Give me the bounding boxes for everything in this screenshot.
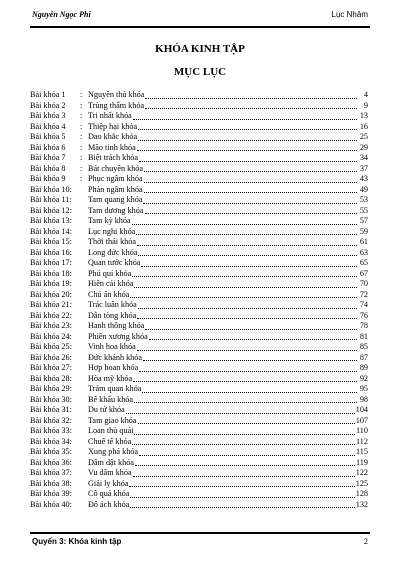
toc-entry-title: Hanh thông khóa (88, 321, 145, 330)
toc-leader-dots (139, 370, 357, 372)
toc-entry-number: Bài khóa 23: (30, 321, 72, 330)
toc-entry-page: 70 (359, 279, 368, 288)
toc-entry[interactable] (30, 311, 368, 322)
toc-entry[interactable] (30, 342, 368, 353)
page-number: 2 (364, 537, 368, 546)
toc-entry[interactable] (30, 279, 368, 290)
toc-entry-page: 43 (359, 174, 368, 183)
toc-entry[interactable] (30, 216, 368, 227)
toc-entry-separator: : (80, 132, 83, 141)
page-header (30, 6, 370, 28)
toc-entry[interactable] (30, 405, 368, 416)
toc-leader-dots (137, 317, 357, 319)
toc-entry-number: Bài khóa 19: (30, 279, 72, 288)
toc-entry-number: Bài khóa 35: (30, 447, 72, 456)
toc-entry-title: Thời thái khóa (88, 237, 136, 246)
toc-entry[interactable] (30, 384, 368, 395)
table-of-contents (30, 90, 368, 510)
toc-entry-title: Tam dương khóa (88, 205, 144, 215)
toc-entry-title: Dao khắc khóa (88, 132, 138, 141)
toc-entry-title: Vinh hoa khóa (88, 342, 136, 351)
toc-entry-title: Tam giao khóa (88, 415, 137, 425)
toc-entry[interactable] (30, 290, 368, 301)
page-footer (30, 532, 370, 552)
toc-entry-number: Bài khóa 2 (30, 100, 66, 110)
toc-entry[interactable] (30, 111, 368, 122)
toc-leader-dots (144, 191, 357, 193)
toc-leader-dots (145, 107, 357, 109)
toc-entry-title: Dâm dật khóa (88, 457, 134, 467)
toc-entry-number: Bài khóa 21: (30, 300, 72, 309)
toc-leader-dots (145, 97, 357, 99)
toc-leader-dots (143, 359, 357, 361)
toc-entry-number: Bài khóa 38: (30, 478, 72, 488)
toc-entry-page: 37 (359, 163, 368, 173)
toc-entry-page: 25 (359, 132, 368, 141)
toc-entry-title: Loan thủ quải (88, 426, 134, 435)
toc-leader-dots (130, 506, 354, 508)
toc-entry[interactable] (30, 195, 368, 206)
toc-leader-dots (149, 338, 357, 340)
toc-entry[interactable] (30, 143, 368, 154)
toc-entry-page: 29 (359, 142, 368, 152)
toc-leader-dots (143, 202, 357, 204)
toc-entry-page: 92 (359, 373, 368, 383)
toc-entry-number: Bài khóa 31: (30, 405, 72, 414)
toc-entry-page: 112 (356, 436, 368, 446)
toc-entry-page: 122 (355, 468, 368, 477)
toc-leader-dots (138, 139, 357, 141)
toc-entry-page: 78 (359, 321, 368, 330)
toc-entry[interactable] (30, 90, 368, 101)
toc-entry-page: 63 (359, 247, 368, 257)
toc-entry-page: 89 (359, 363, 368, 372)
toc-entry-number: Bài khóa 20: (30, 289, 72, 299)
toc-entry-title: Hợp hoan khóa (88, 363, 139, 372)
toc-entry[interactable] (30, 174, 368, 185)
toc-leader-dots (138, 128, 357, 130)
toc-entry-number: Bài khóa 14: (30, 226, 72, 236)
toc-entry-number: Bài khóa 25: (30, 342, 72, 351)
toc-entry-number: Bài khóa 13: (30, 216, 72, 225)
toc-leader-dots (134, 286, 357, 288)
toc-entry[interactable] (30, 258, 368, 269)
header-author: Nguyễn Ngọc Phi (32, 10, 91, 19)
toc-entry-page: 13 (359, 111, 368, 120)
toc-entry-separator: : (80, 121, 83, 131)
toc-entry-page: 76 (359, 310, 368, 320)
toc-entry-page: 72 (359, 289, 368, 299)
toc-entry-page: 107 (355, 415, 368, 425)
toc-entry-title: Chú ấn khóa (88, 289, 130, 299)
toc-entry-number: Bài khóa 5 (30, 132, 66, 141)
toc-leader-dots (130, 296, 357, 298)
toc-entry-number: Bài khóa 32: (30, 415, 72, 425)
toc-entry-number: Bài khóa 7 (30, 153, 66, 162)
toc-entry-separator: : (80, 174, 83, 183)
toc-entry-title: Long đức khóa (88, 247, 138, 257)
toc-entry-separator: : (80, 90, 83, 99)
toc-entry-number: Bài khóa 15: (30, 237, 72, 246)
toc-entry-page: 81 (359, 331, 368, 341)
toc-entry-page: 53 (359, 195, 368, 204)
toc-entry[interactable] (30, 332, 368, 343)
toc-entry[interactable] (30, 132, 368, 143)
toc-entry-number: Bài khóa 17: (30, 258, 72, 267)
toc-entry-separator: : (80, 111, 83, 120)
toc-entry-page: 132 (355, 499, 368, 509)
toc-leader-dots (144, 181, 357, 183)
toc-entry-title: Phục ngâm khóa (88, 174, 143, 183)
toc-entry-page: 125 (355, 478, 368, 488)
toc-leader-dots (134, 433, 355, 435)
toc-leader-dots (141, 265, 357, 267)
toc-entry-title: Chuế tế khóa (88, 436, 132, 446)
toc-entry-page: 55 (359, 205, 368, 215)
toc-leader-dots (142, 391, 357, 393)
toc-entry-page: 115 (356, 447, 368, 456)
toc-leader-dots (138, 422, 355, 424)
toc-entry-page: 98 (359, 394, 368, 404)
toc-leader-dots (132, 443, 355, 445)
toc-entry-number: Bài khóa 30: (30, 394, 72, 404)
toc-entry-title: Trùng thẩm khóa (88, 100, 145, 110)
toc-entry-title: Hòa mỹ khóa (88, 373, 133, 383)
toc-entry-page: 110 (356, 426, 368, 435)
toc-entry-page: 16 (359, 121, 368, 131)
toc-entry[interactable] (30, 164, 368, 175)
toc-entry-separator: : (80, 163, 83, 173)
toc-entry-title: Thiệp hại khóa (88, 121, 138, 131)
toc-entry-page: 9 (363, 100, 368, 110)
toc-entry[interactable] (30, 426, 368, 437)
toc-leader-dots (139, 454, 355, 456)
toc-leader-dots (130, 496, 354, 498)
toc-leader-dots (137, 349, 357, 351)
toc-entry-number: Bài khóa 37: (30, 468, 72, 477)
toc-entry-title: Nguyên thủ khóa (88, 90, 145, 99)
toc-entry-number: Bài khóa 39: (30, 489, 72, 498)
toc-entry-title: Quan tước khóa (88, 258, 141, 267)
toc-entry-page: 74 (359, 300, 368, 309)
toc-entry-number: Bài khóa 22: (30, 310, 72, 320)
toc-entry[interactable] (30, 437, 368, 448)
toc-entry-title: Phản ngâm khóa (88, 184, 143, 194)
toc-entry-title: Biệt trách khóa (88, 153, 139, 162)
toc-entry-page: 85 (359, 342, 368, 351)
toc-leader-dots (145, 212, 358, 214)
toc-entry-title: Đức khánh khóa (88, 352, 143, 362)
toc-entry[interactable] (30, 479, 368, 490)
toc-entry-title: Lục nghi khóa (88, 226, 136, 236)
toc-entry-number: Bài khóa 8 (30, 163, 66, 173)
toc-entry-title: Trác luân khóa (88, 300, 137, 309)
toc-leader-dots (135, 464, 355, 466)
toc-entry-separator: : (80, 142, 83, 152)
toc-entry-title: Đô ách khóa (88, 499, 130, 509)
toc-leader-dots (145, 328, 357, 330)
toc-entry-separator: : (80, 153, 83, 162)
toc-leader-dots (133, 475, 355, 477)
toc-leader-dots (138, 254, 357, 256)
toc-entry-title: Hiên cái khóa (88, 279, 134, 288)
toc-entry-page: 49 (359, 184, 368, 194)
toc-entry[interactable] (30, 101, 368, 112)
toc-entry[interactable] (30, 321, 368, 332)
toc-heading: MỤC LỤC (173, 66, 227, 78)
toc-entry-title: Giải ly khóa (88, 478, 129, 488)
toc-entry-page: 34 (359, 153, 368, 162)
toc-entry-page: 95 (359, 384, 368, 393)
toc-entry-separator: : (80, 100, 83, 110)
toc-entry-title: Dẫn tòng khóa (88, 310, 137, 320)
toc-entry[interactable] (30, 300, 368, 311)
toc-entry-page: 61 (359, 237, 368, 246)
toc-entry[interactable] (30, 237, 368, 248)
toc-entry-number: Bài khóa 40: (30, 499, 72, 509)
toc-entry[interactable] (30, 153, 368, 164)
page-title: KHÓA KINH TẬP (155, 43, 245, 55)
toc-entry[interactable] (30, 489, 368, 500)
toc-entry-title: Phiền xương khóa (88, 331, 148, 341)
toc-entry-title: Vu dâm khóa (88, 468, 132, 477)
toc-entry-page: 119 (356, 457, 368, 467)
toc-entry-number: Bài khóa 11: (30, 195, 72, 204)
toc-entry-title: Bế khẩu khóa (88, 394, 134, 404)
toc-leader-dots (144, 170, 357, 172)
footer-volume-title: Quyển 3: Khóa kinh tập (32, 537, 122, 546)
toc-entry-number: Bài khóa 3 (30, 111, 66, 120)
toc-entry-number: Bài khóa 27: (30, 363, 72, 372)
toc-entry-number: Bài khóa 18: (30, 268, 72, 278)
toc-leader-dots (136, 233, 357, 235)
toc-entry-title: Mão tinh khóa (88, 142, 136, 152)
toc-leader-dots (126, 412, 355, 414)
toc-entry-number: Bài khóa 29: (30, 384, 72, 393)
toc-entry-page: 65 (359, 258, 368, 267)
toc-leader-dots (132, 223, 357, 225)
toc-entry-page: 57 (359, 216, 368, 225)
toc-entry-number: Bài khóa 34: (30, 436, 72, 446)
toc-entry-page: 104 (355, 405, 368, 414)
toc-entry-page: 59 (359, 226, 368, 236)
toc-entry-title: Tam kỳ khóa (88, 216, 131, 225)
toc-entry-number: Bài khóa 10: (30, 184, 72, 194)
toc-entry[interactable] (30, 185, 368, 196)
toc-entry-number: Bài khóa 24: (30, 331, 72, 341)
toc-entry-number: Bài khóa 33: (30, 426, 72, 435)
toc-leader-dots (133, 118, 357, 120)
toc-entry-title: Bát chuyên khóa (88, 163, 144, 173)
toc-entry[interactable] (30, 206, 368, 217)
toc-entry-title: Xung phá khóa (88, 447, 139, 456)
toc-entry-title: Tri nhất khóa (88, 111, 132, 120)
toc-entry[interactable] (30, 374, 368, 385)
toc-entry-number: Bài khóa 9 (30, 174, 66, 183)
toc-entry[interactable] (30, 122, 368, 133)
toc-leader-dots (138, 307, 357, 309)
toc-entry-number: Bài khóa 4 (30, 121, 66, 131)
toc-leader-dots (129, 485, 354, 487)
toc-entry-title: Du tử khóa (88, 405, 125, 414)
toc-entry[interactable] (30, 248, 368, 259)
toc-leader-dots (132, 275, 357, 277)
toc-entry-page: 128 (355, 489, 368, 498)
toc-leader-dots (137, 149, 357, 151)
toc-entry[interactable] (30, 395, 368, 406)
toc-entry-page: 87 (359, 352, 368, 362)
toc-entry[interactable] (30, 447, 368, 458)
toc-entry-page: 4 (363, 90, 368, 99)
toc-entry-number: Bài khóa 16: (30, 247, 72, 257)
toc-entry[interactable] (30, 500, 368, 511)
toc-leader-dots (139, 160, 357, 162)
toc-leader-dots (133, 380, 357, 382)
toc-entry[interactable] (30, 363, 368, 374)
header-book-title: Lục Nhâm (331, 10, 368, 19)
toc-entry-number: Bài khóa 26: (30, 352, 72, 362)
toc-leader-dots (134, 401, 357, 403)
toc-entry-number: Bài khóa 36: (30, 457, 72, 467)
toc-entry-title: Trảm quan khóa (88, 384, 142, 393)
toc-entry-number: Bài khóa 12: (30, 205, 72, 215)
toc-entry-number: Bài khóa 1 (30, 90, 66, 99)
toc-entry[interactable] (30, 227, 368, 238)
toc-entry-title: Cô quả khóa (88, 489, 130, 498)
toc-entry[interactable] (30, 353, 368, 364)
toc-entry-page: 67 (359, 268, 368, 278)
toc-entry-number: Bài khóa 28: (30, 373, 72, 383)
toc-entry-title: Tam quang khóa (88, 195, 143, 204)
toc-entry-number: Bài khóa 6 (30, 142, 66, 152)
toc-leader-dots (137, 244, 357, 246)
toc-entry[interactable] (30, 468, 368, 479)
toc-entry[interactable] (30, 458, 368, 469)
toc-entry[interactable] (30, 269, 368, 280)
toc-entry-title: Phú quí khóa (88, 268, 132, 278)
toc-entry[interactable] (30, 416, 368, 427)
